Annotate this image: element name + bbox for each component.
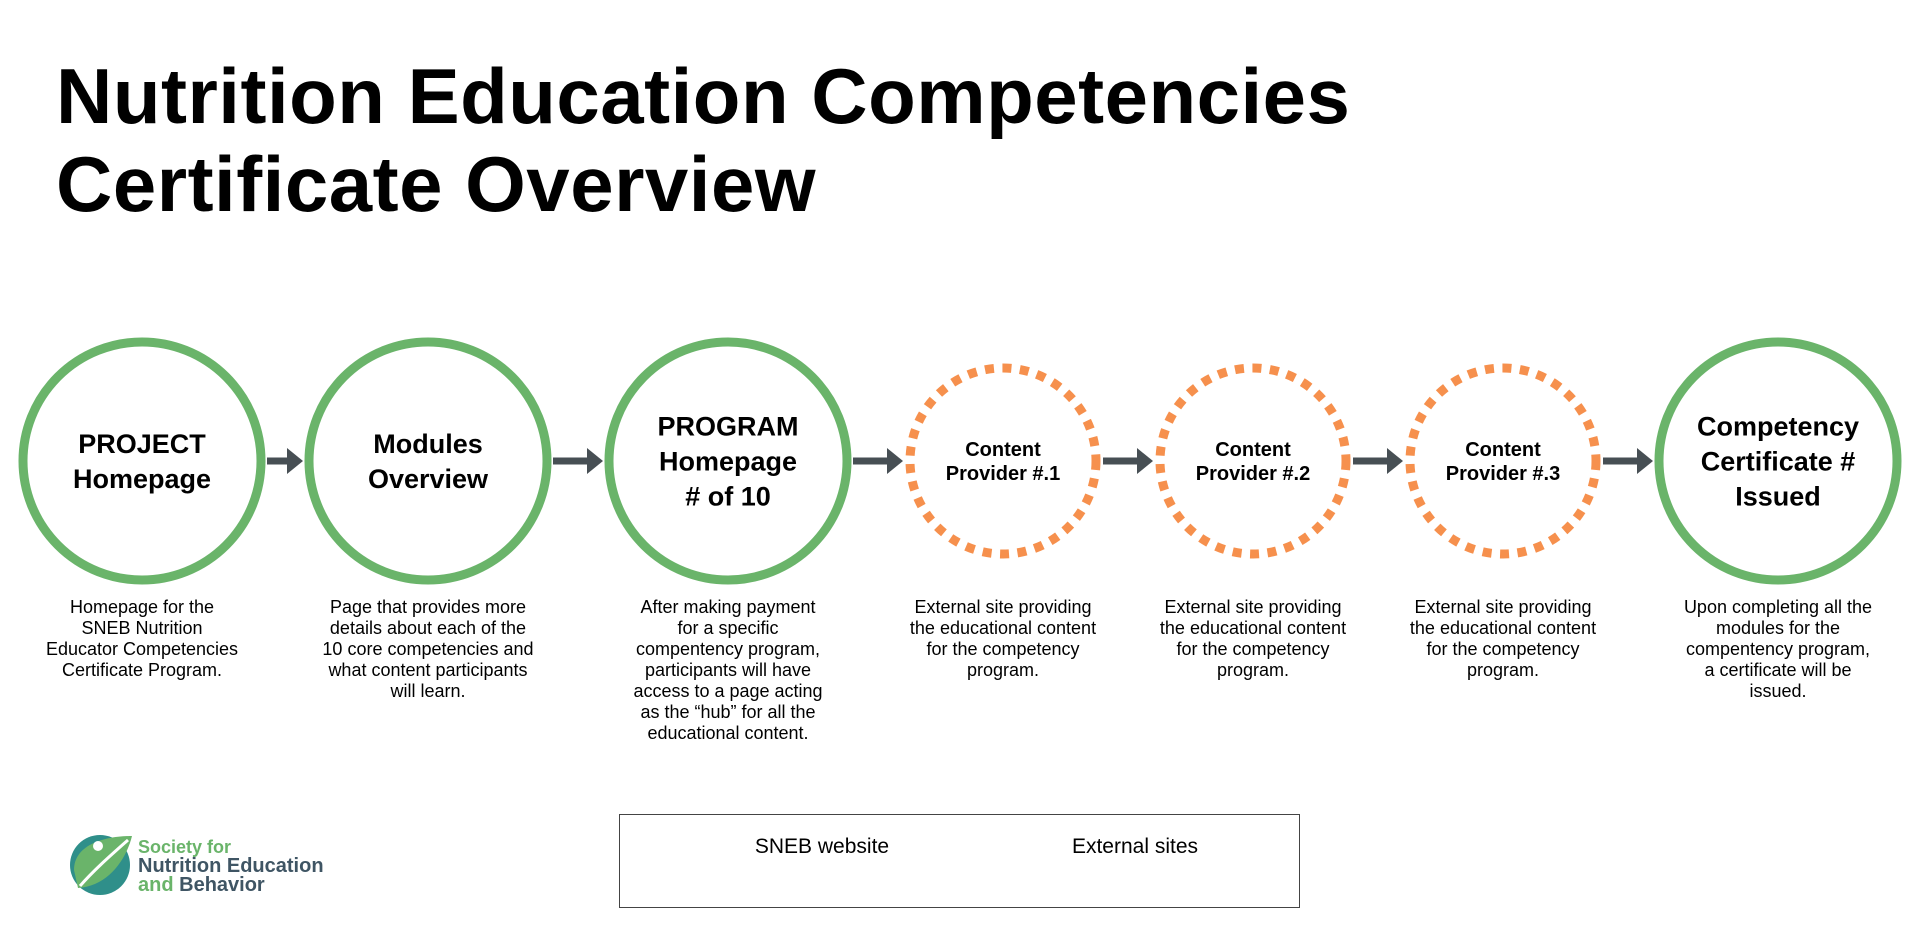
description-line: will learn.	[390, 681, 466, 701]
node-label-line: Content	[1215, 439, 1291, 462]
description-line: Upon completing all the	[1683, 597, 1873, 617]
node-label-line: Competency	[1696, 411, 1860, 442]
description-line: educational content.	[647, 723, 809, 743]
title-line-1: Nutrition Education Competencies	[56, 52, 1351, 140]
node-label-line: Provider #.1	[945, 463, 1061, 486]
node-circle	[23, 342, 261, 580]
node-label-line: Homepage	[72, 464, 212, 495]
description-line: compentency program,	[635, 639, 821, 659]
description-line: compentency program,	[1685, 639, 1871, 659]
description-line: as the “hub” for all the	[640, 702, 816, 722]
node-label-line: PROJECT	[78, 429, 206, 460]
node-content-provider-3	[1410, 368, 1596, 554]
title-line-2: Certificate Overview	[56, 140, 817, 228]
node-description	[27, 597, 257, 681]
node-label-line: Certificate #	[1700, 446, 1856, 477]
description-line: a certificate will be	[1704, 660, 1852, 680]
description-line: After making payment	[640, 597, 816, 617]
description-line: Page that provides more	[329, 597, 527, 617]
description-line: details about each of the	[329, 618, 527, 638]
node-label-line: Content	[965, 439, 1041, 462]
node-label-line: Overview	[367, 464, 489, 495]
description-line: access to a page acting	[633, 681, 823, 701]
flow-arrow	[853, 448, 903, 474]
node-description	[313, 597, 543, 702]
description-line: Homepage for the	[69, 597, 215, 617]
legend-external-label: External sites	[1071, 835, 1199, 858]
node-description	[888, 597, 1118, 681]
node-label-line: Provider #.2	[1195, 463, 1311, 486]
node-project-homepage	[23, 342, 261, 580]
description-line: program.	[1216, 660, 1290, 680]
node-circle	[309, 342, 547, 580]
node-competency-certificate	[1659, 342, 1897, 580]
description-line: for the competency	[926, 639, 1080, 659]
description-line: External site providing	[1164, 597, 1342, 617]
description-line: Certificate Program.	[61, 660, 223, 680]
logo-line-3a: and	[138, 874, 174, 896]
node-content-provider-1	[910, 368, 1096, 554]
description-line: the educational content	[1159, 618, 1347, 638]
legend	[619, 814, 1300, 908]
description-line: program.	[966, 660, 1040, 680]
description-line: 10 core competencies and	[322, 639, 534, 659]
description-line: External site providing	[914, 597, 1092, 617]
flow-arrow	[1603, 448, 1653, 474]
description-line: for a specific	[677, 618, 779, 638]
node-description	[1138, 597, 1368, 681]
flow-arrow	[1353, 448, 1403, 474]
node-content-provider-2	[1160, 368, 1346, 554]
logo-line-3b: Behavior	[179, 874, 265, 896]
leaf-icon	[70, 835, 132, 895]
node-label-line: Issued	[1735, 481, 1821, 512]
description-line: issued.	[1749, 681, 1807, 701]
flow-arrow	[267, 448, 303, 474]
description-line: modules for the	[1715, 618, 1841, 638]
description-line: SNEB Nutrition	[81, 618, 203, 638]
description-line: External site providing	[1414, 597, 1592, 617]
logo-line-1: Society for	[138, 837, 232, 857]
node-label-line: Modules	[373, 429, 483, 460]
description-line: participants will have	[644, 660, 812, 680]
node-label-line: PROGRAM	[657, 411, 799, 442]
description-line: the educational content	[1409, 618, 1597, 638]
node-description	[1663, 597, 1893, 702]
node-program-homepage	[609, 342, 847, 580]
description-line: program.	[1466, 660, 1540, 680]
description-line: for the competency	[1176, 639, 1330, 659]
node-label-line: Provider #.3	[1445, 463, 1561, 486]
flow-arrow	[553, 448, 603, 474]
logo-text	[138, 838, 324, 895]
description-line: what content participants	[328, 660, 528, 680]
flow-arrow	[1103, 448, 1153, 474]
node-description	[1388, 597, 1618, 681]
description-line: Educator Competencies	[45, 639, 239, 659]
node-modules-overview	[309, 342, 547, 580]
node-description	[613, 597, 843, 744]
description-line: for the competency	[1426, 639, 1580, 659]
node-label-line: Content	[1465, 439, 1541, 462]
description-line: the educational content	[909, 618, 1097, 638]
logo-line-2: Nutrition Education	[138, 855, 324, 877]
legend-sneb-label: SNEB website	[754, 835, 890, 858]
node-label-line: Homepage	[658, 446, 798, 477]
node-label-line: # of 10	[685, 481, 771, 512]
